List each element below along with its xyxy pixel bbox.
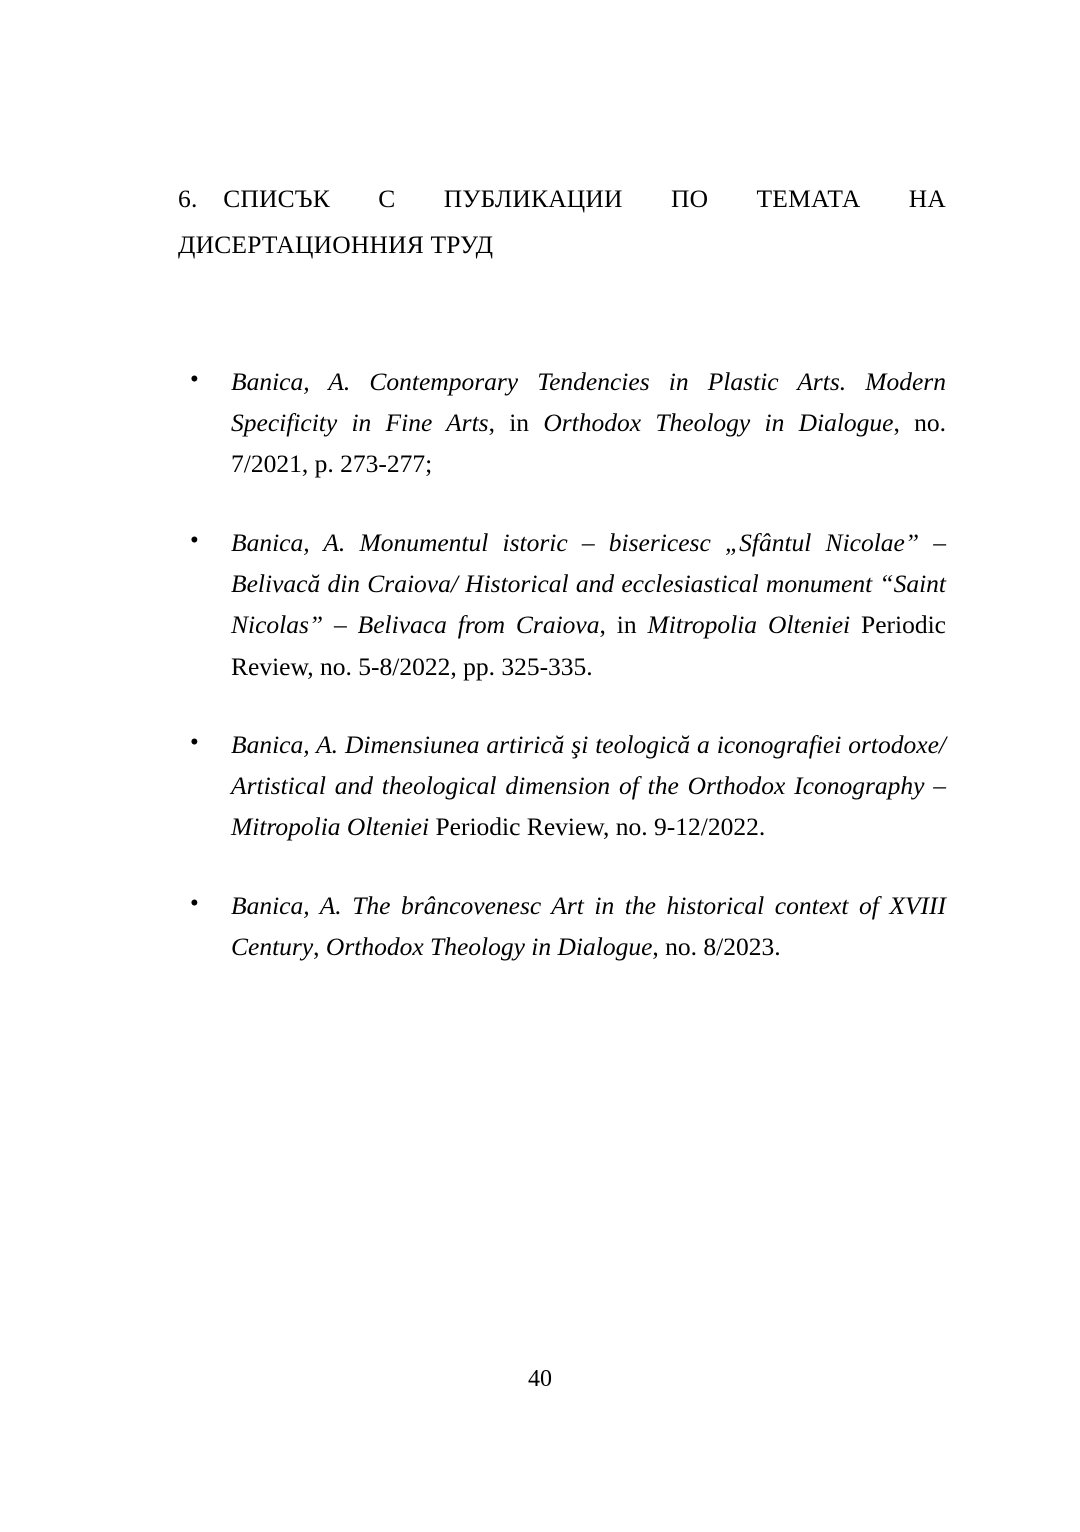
- bullet-icon: •: [190, 526, 199, 554]
- publication-details: Periodic Review, no. 5-8/2022, pp. 325-335.: [231, 610, 946, 681]
- section-heading: 6. СПИСЪК С ПУБЛИКАЦИИ ПО ТЕМАТА НА ДИСЕРТАЦИОННИЯ ТРУД: [178, 184, 946, 260]
- publication-source: Mitropolia Olteniei: [647, 610, 851, 640]
- publication-details: Periodic Review, no. 9-12/2022.: [429, 812, 766, 842]
- publication-source: Mitropolia Olteniei: [231, 812, 430, 842]
- publication-title: Dimensiunea artirică şi teologică a iconografiei ortodoxe/ Artistical and theological dimension of the Orthodox Iconography –: [231, 729, 946, 801]
- bullet-icon: •: [190, 889, 199, 917]
- publications-list: [178, 361, 946, 968]
- publication-author: Banica, A.: [231, 527, 360, 557]
- publication-title: Contemporary Tendencies in Plastic Arts. Modern Specificity in Fine Arts: [231, 366, 946, 438]
- publication-connector: ,: [313, 932, 326, 962]
- publication-source: Orthodox Theology in Dialogue: [325, 932, 653, 962]
- publication-details: , no. 7/2021, p. 273-277;: [231, 408, 947, 479]
- page-content: [178, 176, 946, 967]
- publication-title: The brâncovenesc Art in the historical context of XVIII Century: [231, 890, 946, 962]
- list-item: [178, 885, 946, 968]
- publication-connector: , in: [599, 610, 648, 640]
- list-item: [178, 724, 946, 848]
- publication-source: Orthodox Theology in Dialogue: [543, 408, 894, 438]
- publication-author: Banica, A.: [231, 890, 353, 920]
- list-item: [178, 361, 946, 485]
- publication-details: , no. 8/2023.: [652, 932, 781, 962]
- publication-title: Monumentul istoric – bisericesc „Sfântul Nicolae” – Belivacă din Craiova/ Historical and ecclesiastical monument “Saint Nicolas” – Belivaca from Craiova: [231, 527, 946, 640]
- page-number: 40: [528, 1366, 552, 1392]
- publication-author: Banica, A.: [231, 366, 370, 396]
- list-item: [178, 522, 946, 687]
- publication-author: Banica, A.: [231, 729, 345, 759]
- bullet-icon: •: [190, 728, 199, 756]
- publication-connector: , in: [488, 408, 544, 438]
- bullet-icon: •: [190, 365, 199, 393]
